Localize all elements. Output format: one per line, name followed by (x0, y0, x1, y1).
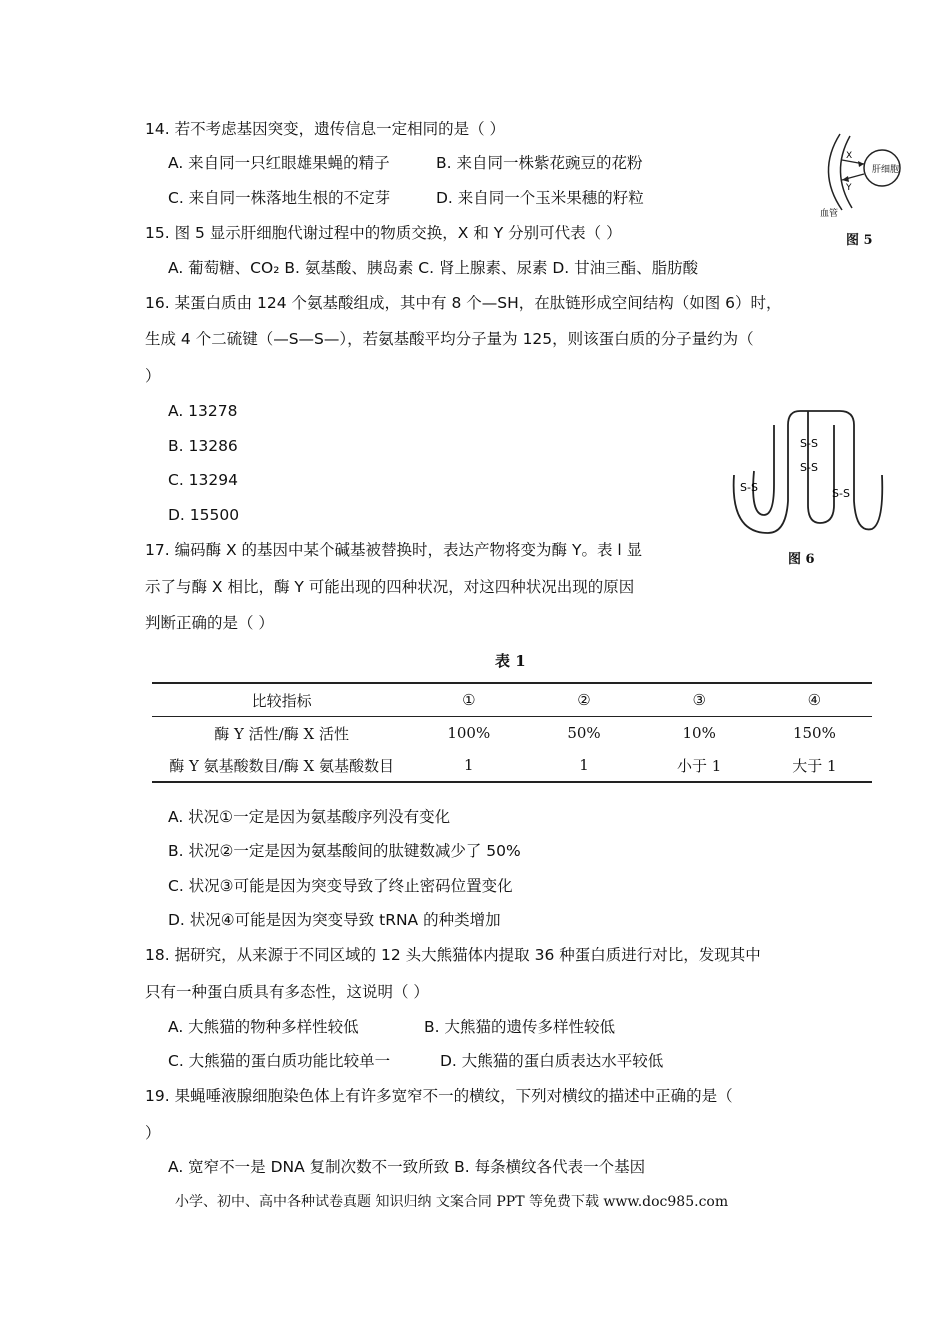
q16-option-b: B. 13286 (168, 437, 238, 455)
table-cell: 酶 Y 活性/酶 X 活性 (214, 724, 349, 743)
disulfide-bond-2: S-S (800, 461, 818, 474)
q17-option-b: B. 状况②一定是因为氨基酸间的肽键数减少了 50% (168, 842, 521, 860)
figure-6 (728, 405, 888, 540)
table-header-cell: ④ (807, 691, 822, 709)
q16-option-c: C. 13294 (168, 471, 238, 489)
q17-option-d: D. 状况④可能是因为突变导致 tRNA 的种类增加 (168, 911, 501, 929)
table-row (152, 717, 872, 750)
table-header-cell: 比较指标 (251, 691, 312, 710)
disulfide-bond-1: S-S (800, 437, 818, 450)
q14-stem: 14. 若不考虑基因突变，遗传信息一定相同的是（ ） (145, 120, 506, 138)
q17-stem-line2: 示了与酶 X 相比，酶 Y 可能出现的四种状况，对这四种状况出现的原因 (145, 578, 635, 596)
table-cell: 1 (464, 756, 474, 774)
q17-option-c: C. 状况③可能是因为突变导致了终止密码位置变化 (168, 877, 513, 895)
disulfide-bond-4: S-S (832, 487, 850, 500)
table-cell: 50% (567, 724, 601, 742)
table-header-cell: ② (577, 691, 591, 709)
table-cell: 100% (447, 724, 491, 742)
figure-6-caption: 图 6 (788, 552, 815, 567)
table-header-cell: ③ (692, 691, 706, 709)
table-cell: 10% (682, 724, 716, 742)
q16-option-d: D. 15500 (168, 506, 240, 524)
table-1 (152, 682, 872, 783)
table-cell: 小于 1 (677, 756, 722, 775)
table-cell: 酶 Y 氨基酸数目/酶 X 氨基酸数目 (169, 756, 394, 775)
q19-stem-line2: ） (145, 1124, 161, 1142)
q15-stem: 15. 图 5 显示肝细胞代谢过程中的物质交换，X 和 Y 分别可代表（ ） (145, 224, 622, 242)
x-label: X (846, 151, 853, 161)
q15-options: A. 葡萄糖、CO₂ B. 氨基酸、胰岛素 C. 肾上腺素、尿素 D. 甘油三酯、脂肪酸 (168, 259, 699, 277)
vessel-label: 血管 (820, 209, 839, 219)
y-label: Y (846, 183, 852, 193)
q17-stem-line3: 判断正确的是（ ） (145, 614, 274, 632)
table-1-title: 表 1 (495, 652, 526, 670)
q18-stem-line2: 只有一种蛋白质具有多态性，这说明（ ） (145, 983, 429, 1001)
figure-5-caption: 图 5 (846, 233, 873, 248)
q18-stem-line1: 18. 据研究，从来源于不同区域的 12 头大熊猫体内提取 36 种蛋白质进行对比，发现其中 (145, 946, 761, 964)
q14-option-c: C. 来自同一株落地生根的不定芽 (168, 189, 391, 207)
table-row (152, 749, 872, 782)
table-header-cell: ① (462, 691, 476, 709)
liver-cell-label: 肝细胞 (872, 165, 900, 175)
q19-stem-line1: 19. 果蝇唾液腺细胞染色体上有许多宽窄不一的横纹，下列对横纹的描述中正确的是（ (145, 1087, 733, 1105)
q14-option-d: D. 来自同一个玉米果穗的籽粒 (436, 189, 644, 207)
table-cell: 150% (792, 724, 836, 742)
footer-text: 小学、初中、高中各种试卷真题 知识归纳 文案合同 PPT 等免费下载 www.doc985.com (175, 1194, 729, 1210)
q19-options-ab: A. 宽窄不一是 DNA 复制次数不一致所致 B. 每条横纹各代表一个基因 (168, 1158, 646, 1176)
table-header-row (152, 683, 872, 717)
q18-option-a: A. 大熊猫的物种多样性较低 (168, 1018, 359, 1036)
q16-option-a: A. 13278 (168, 402, 238, 420)
q17-option-a: A. 状况①一定是因为氨基酸序列没有变化 (168, 808, 451, 826)
liver-cell-diagram (812, 132, 902, 242)
figure-5 (812, 132, 902, 242)
table-cell: 大于 1 (792, 756, 837, 775)
protein-disulfide-diagram (728, 405, 888, 540)
q17-stem-line1: 17. 编码酶 X 的基因中某个碱基被替换时，表达产物将变为酶 Y。表 l 显 (145, 541, 643, 559)
q16-stem-line1: 16. 某蛋白质由 124 个氨基酸组成，其中有 8 个—SH，在肽链形成空间结构（如图 6）时， (145, 294, 782, 312)
disulfide-bond-3: S-S (740, 481, 758, 494)
q16-stem-line2: 生成 4 个二硫键（—S—S—），若氨基酸平均分子量为 125，则该蛋白质的分子量约为（ (145, 330, 754, 348)
q18-option-b: B. 大熊猫的遗传多样性较低 (424, 1018, 615, 1036)
table-cell: 1 (579, 756, 589, 774)
q18-option-d: D. 大熊猫的蛋白质表达水平较低 (440, 1052, 664, 1070)
q14-option-a: A. 来自同一只红眼雄果蝇的精子 (168, 154, 390, 172)
q14-option-b: B. 来自同一株紫花豌豆的花粉 (436, 154, 643, 172)
q18-option-c: C. 大熊猫的蛋白质功能比较单一 (168, 1052, 391, 1070)
q16-stem-line3: ） (145, 367, 161, 385)
